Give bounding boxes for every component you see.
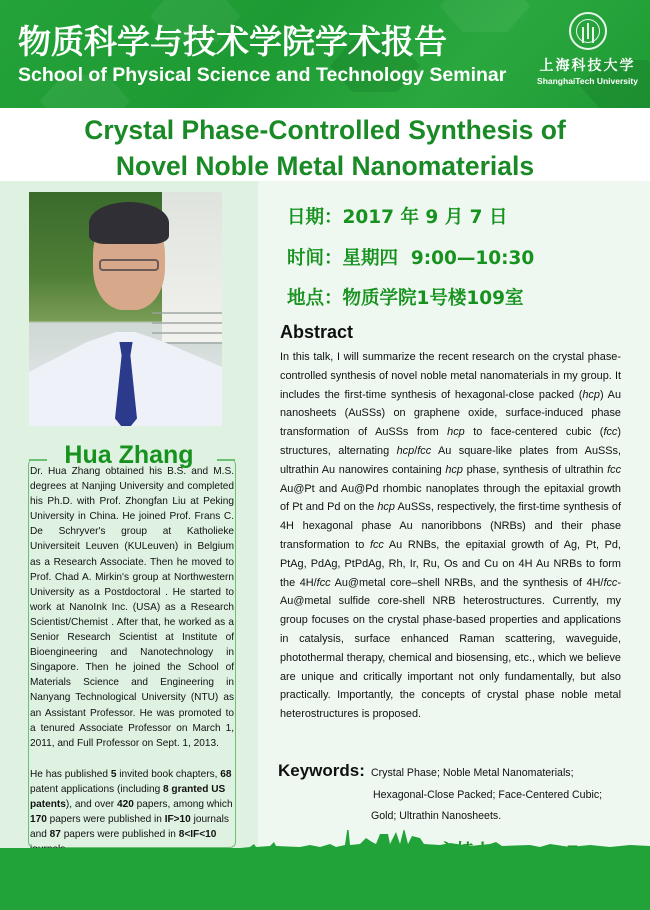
seminar-title-cn: 物质科学与技术学院学术报告 bbox=[18, 22, 447, 61]
keywords-line2: Hexagonal-Close Packed; Face-Centered Cubic; bbox=[373, 789, 603, 801]
location-line: 地点：物质学院1号楼109室 bbox=[287, 288, 524, 309]
speaker-photo bbox=[29, 192, 222, 426]
abstract-heading: Abstract bbox=[280, 322, 354, 342]
university-logo bbox=[530, 12, 645, 92]
seminar-title-en: School of Physical Science and Technology Seminar bbox=[18, 64, 507, 86]
university-name-en: ShanghaiTech University bbox=[537, 76, 638, 86]
talk-title-line2: Novel Noble Metal Nanomaterials bbox=[115, 151, 535, 181]
header-banner bbox=[0, 0, 650, 108]
talk-title bbox=[0, 112, 650, 184]
abstract-text: In this talk, I will summarize the recent research on the crystal phase-controlled synthesis of novel noble metal nanomaterials in my group. It includes the first-time synthesis of hexagonal-close packed (hcp) Au nanosheets (AuSSs) on graphene oxide, surface-induced phase transformation of AuSSs from hcp to face-centered cubic (fcc) structures, alternating hcp/fcc Au square-like plates from AuSSs, ultrathin Au nanowires containing hcp phase, synthesis of ultrathin fcc Au@Pt and Au@Pd rhombic nanoplates through the epitaxial growth of Pt and Pd on the hcp AuSSs, respectively, the first-time synthesis of 4H hexagonal phase Au nanoribbons (NRBs) and their phase transformation to fcc Au RNBs, the epitaxial growth of Ag, Pt, Pd, PtAg, PdAg, PtPdAg, Rh, Ir, Ru, Os and Cu on 4H Au NRBs to form the 4H/fcc Au@metal core–shell NRBs, and the synthesis of 4H/fcc-Au@metal sulfide core-shell NRB heterostructures. Currently, my group focuses on the crystal phase-based properties and applications in catalysis, surface enhanced Raman scattering, waveguide, photothermal therapy, chemical and biosensing, etc., which we believe are unique and critically important not only fundamentally, but also practically. Importantly, the concepts of crystal phase noble metal heterostructures is proposed. bbox=[280, 351, 622, 721]
keywords-line1: Crystal Phase; Noble Metal Nanomaterials; bbox=[371, 767, 574, 779]
footer-band bbox=[0, 848, 650, 910]
time-line: 时间：星期四 9:00—10:30 bbox=[287, 248, 535, 269]
date-line: 日期：2017 年 9 月 7 日 bbox=[287, 207, 508, 228]
keywords-label: Keywords: bbox=[278, 761, 365, 780]
talk-title-line1: Crystal Phase-Controlled Synthesis of bbox=[84, 115, 566, 145]
hex-decoration bbox=[440, 0, 530, 32]
university-emblem-icon bbox=[569, 12, 607, 50]
university-name-cn: 上海科技大学 bbox=[539, 58, 636, 74]
speaker-name: Hua Zhang bbox=[64, 441, 194, 469]
speaker-stats: He has published 5 invited book chapters, 68 patent applications (including 8 granted US patents), and over 420 papers, among which 170 papers were published in IF>10 journals and 87 papers were published in 8<IF<10 bbox=[30, 769, 233, 841]
speaker-bio: Dr. Hua Zhang obtained his B.S. and M.S. degrees at Nanjing University and completed his Ph.D. with Prof. Zhongfan Liu at Peking University in China. He joined Prof. Frans C. De Schryver's group at Katholieke Universiteit Leuven (KULeuven) in Belgium as a Research Associate. Then he moved to Prof. Chad A. Mirkin's group at Northwestern University as a Postdoctoral . He started to work at NanoInk Inc. (USA) as a Research Scientist/Chemist . After that, he worked as a Senior Research Scientist at Institute of Bioengineering and Nanotechnology in Singapore. Then he joined the School of Materials Science and Engineering in Nanyang Technological University (NTU) as an Assistant Professor. He was promoted to a tenured Associate Professor on March 1, 2011, and Full Professor on Sept. 1, 2013. bbox=[30, 466, 234, 749]
keywords-line3: Gold; Ultrathin Nanosheets. bbox=[371, 810, 502, 822]
city-skyline-icon bbox=[240, 830, 650, 850]
